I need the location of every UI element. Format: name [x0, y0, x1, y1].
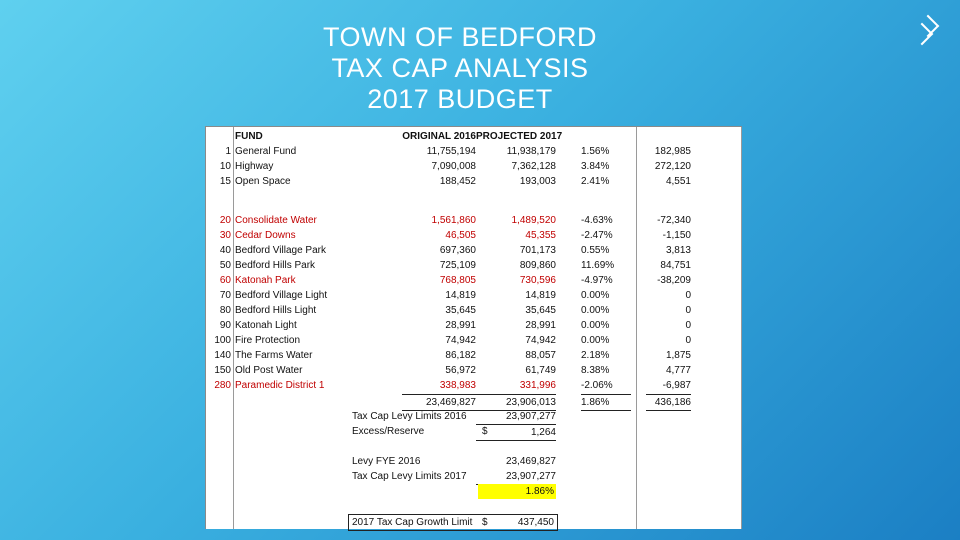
percent-change: 3.84%: [581, 161, 610, 172]
original-2016: 338,983: [439, 380, 476, 391]
excess-label: Excess/Reserve: [352, 426, 425, 437]
header-projected: PROJECTED 2017: [476, 131, 563, 142]
projected-2017: 7,362,128: [511, 161, 556, 172]
fund-number: 90: [219, 320, 231, 331]
fund-name: Katonah Light: [235, 320, 297, 331]
fund-number: 150: [214, 365, 231, 376]
original-2016: 725,109: [439, 260, 476, 271]
fund-name: Fire Protection: [235, 335, 301, 346]
table-row: [206, 174, 742, 189]
excess-currency: $: [482, 426, 488, 437]
percent-change: -4.63%: [581, 215, 613, 226]
excess-row: [206, 424, 742, 439]
fund-number: 60: [219, 275, 231, 286]
title-line-3: 2017 BUDGET: [367, 84, 553, 114]
dollar-change: 4,551: [665, 176, 691, 187]
original-2016: 11,755,194: [426, 146, 476, 157]
fund-name: Consolidate Water: [235, 215, 317, 226]
limits-2017-label: Tax Cap Levy Limits 2017: [352, 471, 467, 482]
dollar-change: -38,209: [657, 275, 691, 286]
dollar-change: 272,120: [654, 161, 691, 172]
table-row: [206, 363, 742, 378]
levy-fye-value: 23,469,827: [505, 456, 556, 467]
projected-2017: 45,355: [525, 230, 556, 241]
title-line-1: TOWN OF BEDFORD: [323, 22, 597, 52]
projected-2017: 74,942: [525, 335, 556, 346]
projected-2017: 331,996: [519, 380, 556, 391]
growth-limit-label: 2017 Tax Cap Growth Limit: [352, 517, 473, 528]
percent-change: -2.06%: [581, 380, 613, 391]
table-row: [206, 243, 742, 258]
limits-2017-row: [206, 469, 742, 484]
fund-name: Open Space: [235, 176, 291, 187]
dollar-change: -72,340: [657, 215, 691, 226]
growth-limit-row: [348, 514, 558, 531]
projected-2017: 28,991: [525, 320, 556, 331]
dollar-change: 3,813: [665, 245, 691, 256]
fund-name: Katonah Park: [235, 275, 296, 286]
fund-name: Cedar Downs: [235, 230, 296, 241]
percent-change: 8.38%: [581, 365, 610, 376]
dollar-change: 84,751: [660, 260, 691, 271]
fund-name: The Farms Water: [235, 350, 313, 361]
spreadsheet-table: [205, 126, 742, 529]
fund-name: Old Post Water: [235, 365, 303, 376]
fund-number: 80: [219, 305, 231, 316]
table-row: [206, 333, 742, 348]
fund-name: Bedford Hills Park: [235, 260, 316, 271]
limits-2017-value: 23,907,277: [476, 469, 556, 485]
total-percent: 1.86%: [581, 394, 631, 411]
dollar-change: 1,875: [665, 350, 691, 361]
fund-number: 40: [219, 245, 231, 256]
percent-change: 1.56%: [581, 146, 610, 157]
projected-2017: 35,645: [525, 305, 556, 316]
dollar-change: -1,150: [662, 230, 691, 241]
percent-change: -2.47%: [581, 230, 613, 241]
table-row: [206, 228, 742, 243]
table-row: [206, 318, 742, 333]
fund-number: 70: [219, 290, 231, 301]
fund-name: General Fund: [235, 146, 297, 157]
dollar-change: 0: [685, 305, 691, 316]
dollar-change: -6,987: [662, 380, 691, 391]
percent-change: 0.00%: [581, 320, 610, 331]
percent-change: -4.97%: [581, 275, 613, 286]
fund-name: Bedford Village Light: [235, 290, 328, 301]
original-2016: 28,991: [445, 320, 476, 331]
dollar-change: 4,777: [665, 365, 691, 376]
projected-2017: 11,938,179: [506, 146, 556, 157]
original-2016: 768,805: [439, 275, 476, 286]
slide-title: [0, 22, 920, 115]
table-row: [206, 303, 742, 318]
table-row: [206, 273, 742, 288]
growth-percent-row: [206, 484, 742, 499]
levy-fye-label: Levy FYE 2016: [352, 456, 421, 467]
projected-2017: 14,819: [525, 290, 556, 301]
original-2016: 35,645: [445, 305, 476, 316]
fund-number: 280: [214, 380, 231, 391]
fund-number: 50: [219, 260, 231, 271]
percent-change: 0.00%: [581, 305, 610, 316]
growth-limit-value: 437,450: [517, 517, 554, 528]
table-row: [206, 258, 742, 273]
percent-change: 2.41%: [581, 176, 610, 187]
original-2016: 7,090,008: [431, 161, 476, 172]
fund-number: 15: [219, 176, 231, 187]
fund-number: 10: [219, 161, 231, 172]
header-original: ORIGINAL 2016: [402, 131, 476, 142]
dollar-change: 182,985: [654, 146, 691, 157]
table-row: [206, 288, 742, 303]
fund-name: Bedford Hills Light: [235, 305, 317, 316]
limits-2016-label: Tax Cap Levy Limits 2016: [352, 411, 467, 422]
total-projected: 23,906,013: [476, 394, 556, 411]
projected-2017: 1,489,520: [511, 215, 556, 226]
fund-number: 30: [219, 230, 231, 241]
fund-name: Bedford Village Park: [235, 245, 326, 256]
original-2016: 1,561,860: [431, 215, 476, 226]
original-2016: 697,360: [439, 245, 476, 256]
percent-change: 0.00%: [581, 335, 610, 346]
growth-limit-currency: $: [482, 517, 488, 528]
fund-number: 140: [214, 350, 231, 361]
projected-2017: 61,749: [525, 365, 556, 376]
fund-name: Paramedic District 1: [235, 380, 325, 391]
header-fund: FUND: [235, 131, 263, 142]
projected-2017: 88,057: [525, 350, 556, 361]
header-row: [206, 129, 742, 144]
dollar-change: 0: [685, 335, 691, 346]
limits-2016-row: [206, 409, 742, 424]
table-row: [206, 378, 742, 393]
limits-2016-value: 23,907,277: [505, 411, 556, 422]
original-2016: 14,819: [445, 290, 476, 301]
fund-number: 1: [225, 146, 231, 157]
percent-change: 2.18%: [581, 350, 610, 361]
dollar-change: 0: [685, 320, 691, 331]
original-2016: 46,505: [445, 230, 476, 241]
fund-number: 20: [219, 215, 231, 226]
projected-2017: 809,860: [519, 260, 556, 271]
fund-name: Highway: [235, 161, 274, 172]
total-difference: 436,186: [646, 394, 691, 411]
growth-percent-value: 1.86%: [478, 484, 556, 499]
totals-row: [206, 394, 742, 409]
table-row: [206, 213, 742, 228]
projected-2017: 730,596: [519, 275, 556, 286]
original-2016: 56,972: [445, 365, 476, 376]
percent-change: 0.00%: [581, 290, 610, 301]
table-row: [206, 348, 742, 363]
fund-number: 100: [214, 335, 231, 346]
original-2016: 86,182: [445, 350, 476, 361]
original-2016: 188,452: [439, 176, 476, 187]
table-row: [206, 159, 742, 174]
projected-2017: 701,173: [519, 245, 556, 256]
projected-2017: 193,003: [519, 176, 556, 187]
excess-value: 1,264: [476, 424, 556, 441]
total-original: 23,469,827: [402, 394, 476, 411]
percent-change: 11.69%: [581, 260, 615, 271]
original-2016: 74,942: [445, 335, 476, 346]
table-row: [206, 144, 742, 159]
percent-change: 0.55%: [581, 245, 610, 256]
title-line-2: TAX CAP ANALYSIS: [331, 53, 589, 83]
dollar-change: 0: [685, 290, 691, 301]
levy-fye-row: [206, 454, 742, 469]
